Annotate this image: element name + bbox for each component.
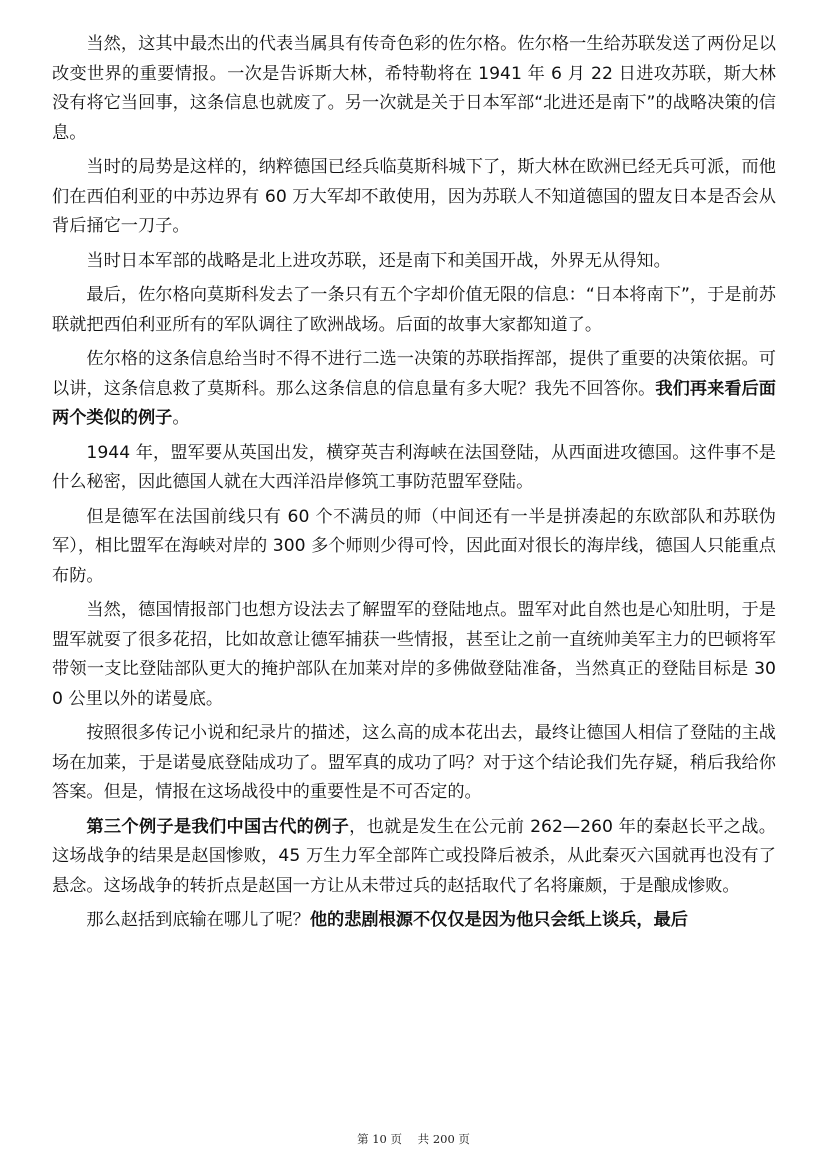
paragraph	[52, 813, 776, 902]
bold-text-run: 他的悲剧根源不仅仅是因为他只会纸上谈兵，最后	[309, 910, 688, 930]
paragraph	[52, 281, 776, 340]
text-run: 按照很多传记小说和纪录片的描述，这么高的成本花出去，最终让德国人相信了登陆的主战场在加莱，于是诺曼底登陆成功了。盟军真的成功了吗？对于这个结论我们先存疑，稍后我给你答案。但是，情报在这场战役中的重要性是不可否定的。	[52, 723, 776, 802]
text-run: 佐尔格的这条信息给当时不得不进行二选一决策的苏联指挥部，提供了重要的决策依据。可以讲，这条信息救了莫斯科。那么这条信息的信息量有多大呢？我先不回答你。	[52, 349, 776, 399]
text-run: 1944 年，盟军要从英国出发，横穿英吉利海峡在法国登陆，从西面进攻德国。这件事不是什么秘密，因此德国人就在大西洋沿岸修筑工事防范盟军登陆。	[52, 442, 776, 492]
text-run: ，也就是发生在公元前 262—260 年的秦赵长平之战。这场战争的结果是赵国惨败，45 万生力军全部阵亡或投降后被杀，从此秦灭六国就再也没有了悬念。这场战争的转折点是赵国一方让从未带过兵的赵括取代了名将廉颇，于是酿成惨败。	[52, 816, 776, 896]
text-run: 最后，佐尔格向莫斯科发去了一条只有五个字却价值无限的信息：“日本将南下”，于是前苏联就把西伯利亚所有的军队调往了欧洲战场。后面的故事大家都知道了。	[52, 285, 776, 335]
text-run: 当然，这其中最杰出的代表当属具有传奇色彩的佐尔格。佐尔格一生给苏联发送了两份足以改变世界的重要情报。一次是告诉斯大林，希特勒将在 1941 年 6 月 22 日进攻苏联，斯大林没有将它当回事，这条信息也就废了。另一次就是关于日本军部“北进还是南下”的战略决策的信息。	[52, 34, 776, 143]
paragraph	[52, 153, 776, 242]
bold-text-run: 我们再来看后面两个类似的例子	[52, 378, 776, 428]
paragraph	[52, 596, 776, 714]
bold-text-run: 第三个例子是我们中国古代的例子	[86, 816, 350, 837]
paragraph	[52, 719, 776, 808]
text-run: 当然，德国情报部门也想方设法去了解盟军的登陆地点。盟军对此自然也是心知肚明，于是盟军就耍了很多花招，比如故意让德军捕获一些情报，甚至让之前一直统帅美军主力的巴顿将军带领一支比登陆部队更大的掩护部队在加莱对岸的多佛做登陆准备，当然真正的登陆目标是 300 公里以外的诺曼底。	[52, 600, 776, 709]
paragraph	[52, 30, 776, 148]
document-body	[52, 30, 776, 941]
page-total: 共 200 页	[417, 1132, 470, 1146]
paragraph	[52, 247, 776, 277]
paragraph	[52, 503, 776, 592]
page-number: 第 10 页	[357, 1132, 403, 1146]
paragraph	[52, 906, 776, 936]
page-footer	[0, 1131, 827, 1147]
text-run: 那么赵括到底输在哪儿了呢？	[86, 910, 310, 930]
text-run: 。	[172, 408, 190, 428]
paragraph	[52, 345, 776, 434]
paragraph	[52, 439, 776, 498]
text-run: 当时日本军部的战略是北上进攻苏联，还是南下和美国开战，外界无从得知。	[86, 250, 671, 271]
text-run: 当时的局势是这样的，纳粹德国已经兵临莫斯科城下了，斯大林在欧洲已经无兵可派，而他们在西伯利亚的中苏边界有 60 万大军却不敢使用，因为苏联人不知道德国的盟友日本是否会从背后捅它一刀子。	[52, 157, 776, 236]
text-run: 但是德军在法国前线只有 60 个不满员的师（中间还有一半是拼凑起的东欧部队和苏联伪军），相比盟军在海峡对岸的 300 多个师则少得可怜，因此面对很长的海岸线，德国人只能重点布防。	[52, 506, 776, 586]
